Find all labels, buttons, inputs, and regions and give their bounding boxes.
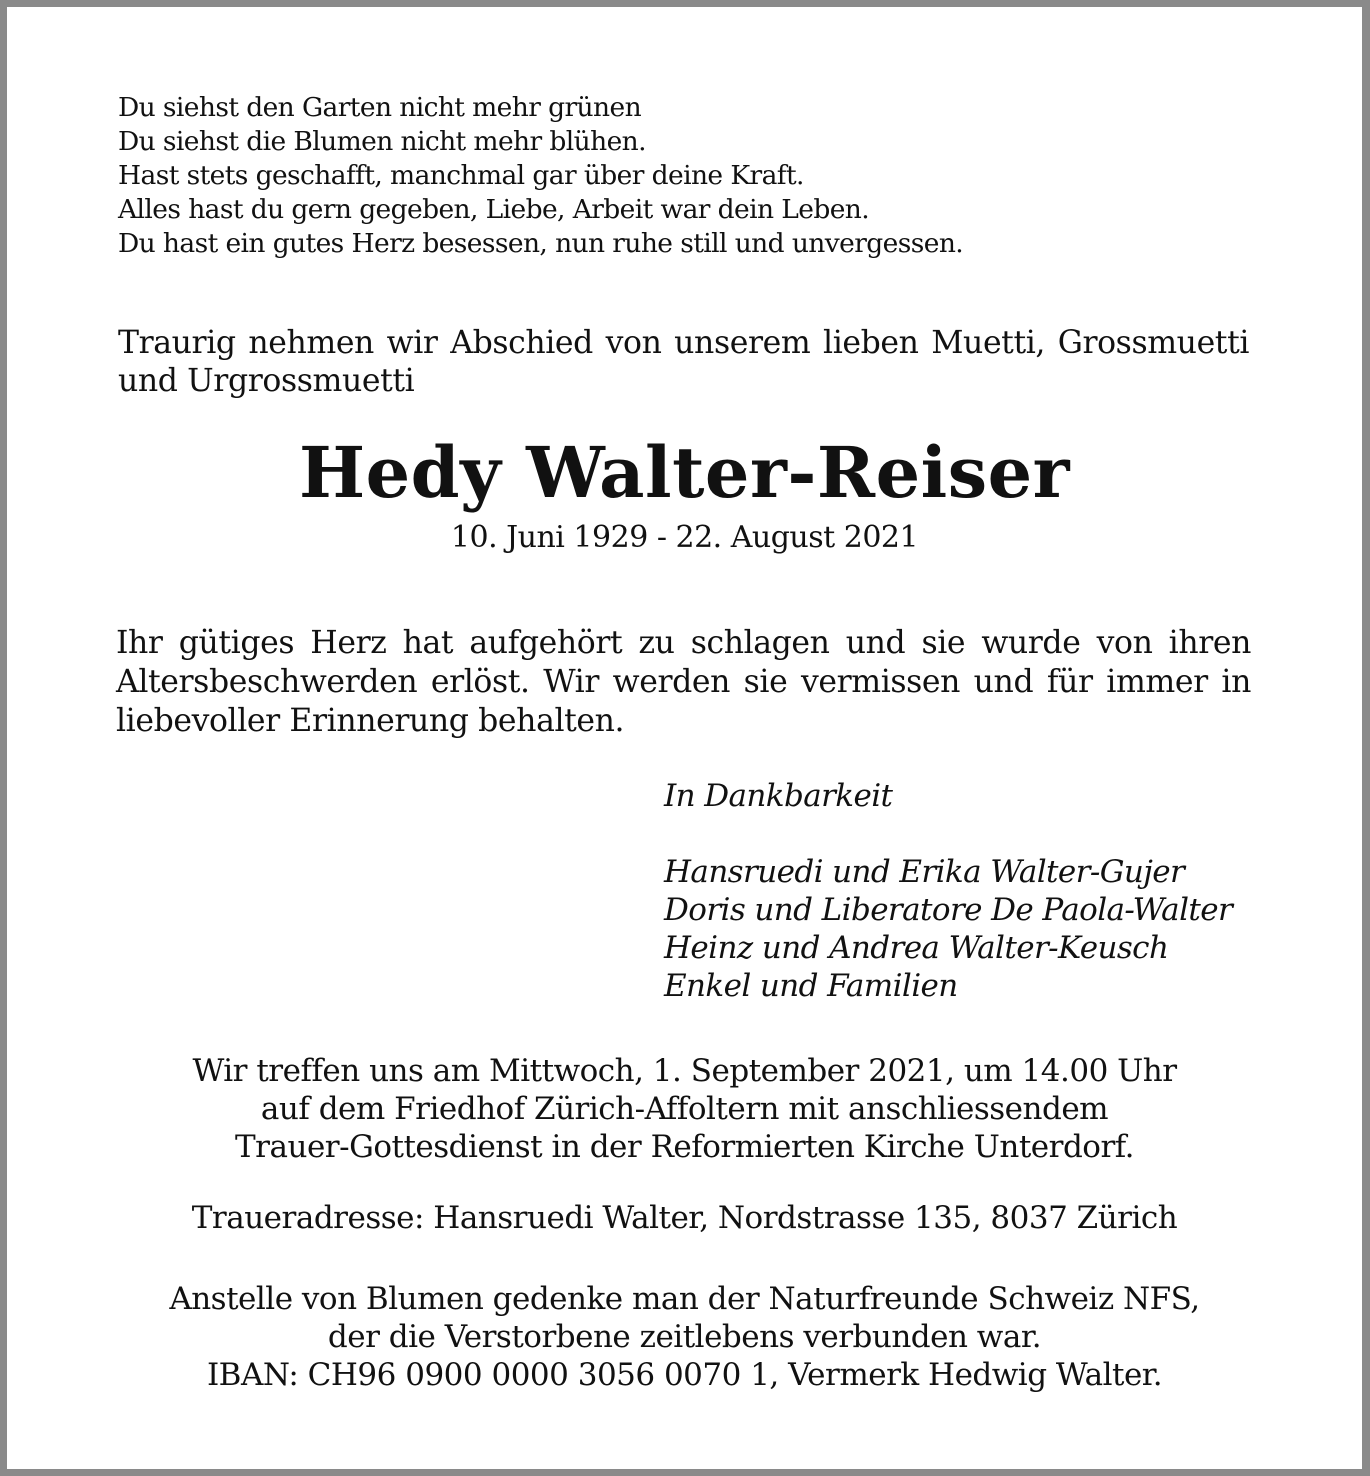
donation-line: IBAN: CH96 0900 0000 3056 0070 1, Vermerk Hedwig Walter. [206,1357,1163,1393]
ceremony-line: Wir treffen uns am Mittwoch, 1. September 2021, um 14.00 Uhr [192,1053,1177,1089]
poem [118,91,1218,261]
donation-line: Anstelle von Blumen gedenke man der Naturfreunde Schweiz NFS, [169,1281,1200,1317]
address-line: Traueradresse: Hansruedi Walter, Nordstrasse 135, 8037 Zürich [191,1200,1178,1236]
mourner-name: Enkel und Familien [664,968,958,1004]
signature-intro: In Dankbarkeit [664,778,893,814]
mourner-name: Doris und Liberatore De Paola-Walter [664,892,1233,928]
poem-line: Du siehst den Garten nicht mehr grünen [118,92,642,123]
obituary-page [7,7,1362,1469]
poem-line: Alles hast du gern gegeben, Liebe, Arbeit war dein Leben. [118,194,870,225]
mourning-address [7,1199,1362,1237]
poem-line: Hast stets geschafft, manchmal gar über deine Kraft. [118,160,804,191]
donation-info [7,1280,1362,1394]
ceremony-line: Trauer-Gottesdienst in der Reformierten Kirche Unterdorf. [235,1129,1134,1165]
ceremony-line: auf dem Friedhof Zürich-Affoltern mit anschliessendem [260,1091,1109,1127]
mourners-list [664,853,1354,1005]
mourner-name: Hansruedi und Erika Walter-Gujer [664,854,1185,890]
poem-line: Du siehst die Blumen nicht mehr blühen. [118,126,646,157]
tribute-text: Ihr gütiges Herz hat aufgehört zu schlagen und sie wurde von ihren Altersbeschwerden erlöst. Wir werden sie vermissen und für immer in liebevoller Erinnerung behalten. [116,625,1251,739]
donation-line: der die Verstorbene zeitlebens verbunden war. [327,1319,1042,1355]
life-dates: 10. Juni 1929 - 22. August 2021 [450,520,919,555]
farewell-intro: Traurig nehmen wir Abschied von unserem lieben Muetti, Grossmuetti und Urgrossmuetti [118,325,1249,399]
mourner-name: Heinz und Andrea Walter-Keusch [664,930,1169,966]
poem-line: Du hast ein gutes Herz besessen, nun ruhe still und unvergessen. [118,228,964,259]
ceremony-info [7,1052,1362,1166]
deceased-name: Hedy Walter-Reiser [298,431,1071,514]
